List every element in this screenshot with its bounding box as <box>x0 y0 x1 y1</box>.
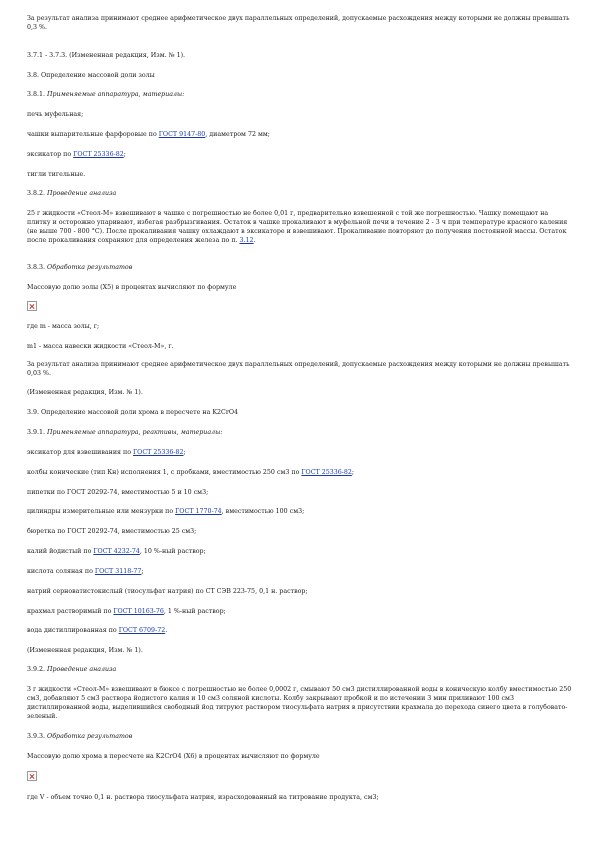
subsection-number: 3.8.2. <box>27 190 48 197</box>
subsection-heading-3-9-3 <box>27 732 572 741</box>
paragraph-ash-procedure <box>27 209 572 245</box>
subsection-number: 3.9.2. <box>27 666 48 673</box>
subsection-number: 3.8.1. <box>27 91 48 98</box>
list-item-starch <box>27 607 572 616</box>
text: эксикатор для взвешивания по <box>27 449 133 456</box>
subsection-number: 3.8.3. <box>27 264 48 271</box>
text: ; <box>351 469 355 476</box>
text: калий йодистый по <box>27 548 94 555</box>
list-item-crucible-tongs: тигли тигельные. <box>27 171 86 178</box>
subsection-title: Проведение анализа <box>47 666 117 673</box>
subsection-heading-3-8-1 <box>27 90 572 99</box>
subsection-title: Проведение анализа <box>47 190 117 197</box>
gost-link[interactable]: ГОСТ 3118-77 <box>94 568 142 575</box>
gost-link[interactable]: ГОСТ 25336-82 <box>133 449 184 456</box>
text: эксикатор по <box>27 151 74 158</box>
text: , вместимостью 100 см3; <box>221 508 305 515</box>
text: крахмал растворимый по <box>27 608 114 615</box>
gost-link[interactable]: ГОСТ 4232-74 <box>93 548 140 555</box>
list-item-measuring-cylinders <box>27 507 572 516</box>
list-item-conical-flasks <box>27 468 572 477</box>
paragraph-result-note-2: За результат анализа принимают среднее арифметическое двух параллельных определений, допускаемые расхождения между которыми не должны превышать 0,03 %. <box>27 361 570 377</box>
gost-link[interactable]: ГОСТ 6709-72 <box>118 627 166 634</box>
text: 25 г жидкости «Стеол-М» взвешивают в чашке с погрешностью не более 0,01 г, предварительно взвешенной с той же погрешностью. Чашку помещают на плитку и осторожно упаривают, избегая разбрызгивания. Остаток в чашке прокаливают в муфельной печи в течение 2 - 3 ч при температуре красного каления (не выше 700 - 800 °С). После прокаливания чашку охлаждают в эксикаторе и взвешивают. Прокаливание повторяют до получения постоянной массы. Остаток после прокаливания сохраняют для определения железа по п. <box>27 210 568 244</box>
text: . <box>253 237 256 244</box>
subsection-heading-3-9-2 <box>27 665 572 674</box>
list-item-evaporating-dishes <box>27 130 572 139</box>
subsection-heading-3-9-1 <box>27 428 572 437</box>
paragraph-chromium-formula-intro: Массовую долю хрома в пересчете на K2CrO4 (Х6) в процентах вычисляют по формуле <box>27 753 320 760</box>
section-heading-3-8: 3.8. Определение массовой доли золы <box>27 72 155 79</box>
subsection-number: 3.9.1. <box>27 429 48 436</box>
text: , диаметром 72 мм; <box>205 131 270 138</box>
gost-link[interactable]: ГОСТ 25336-82 <box>301 469 352 476</box>
paragraph-amendment-2: (Измененная редакция, Изм. № 1). <box>27 647 143 654</box>
text: , 10 %-ный раствор; <box>139 548 206 555</box>
text: ; <box>141 568 144 575</box>
text: вода дистиллированная по <box>27 627 119 634</box>
paragraph-chromium-procedure: 3 г жидкости «Стеол-М» взвешивают в бюксе с погрешностью не более 0,0002 г, смывают 50 см3 дистиллированной воды в коническую колбу вместимостью 250 см3, добавляют 5 см3 раствора йодистого калия и 10 см3 соляной кислоты. Колбу закрывают пробкой и по истечении 3 мин приливают 100 см3 дистиллированной воды, выделившийся свободный йод титруют раствором тиосульфата натрия в присутствии крахмала до перехода синего цвета в голубовато-зеленый. <box>27 686 572 720</box>
subsection-title: Применяемые аппаратура, реактивы, материалы: <box>47 429 223 436</box>
paragraph-amendment-1: (Измененная редакция, Изм. № 1). <box>27 389 143 396</box>
text: . <box>165 627 168 634</box>
paragraph-result-note-1: За результат анализа принимают среднее арифметическое двух параллельных определений, допускаемые расхождения между которыми не должны превышать 0,3 %. <box>27 15 570 31</box>
subsection-title: Применяемые аппаратура, материалы: <box>47 91 185 98</box>
list-item-burette: бюретка по ГОСТ 20292-74, вместимостью 25 см3; <box>27 528 197 535</box>
text: чашки выпарительные фарфоровые по <box>27 131 159 138</box>
text: ; <box>183 449 186 456</box>
list-item-weighing-bottle <box>27 448 572 457</box>
paragraph-ash-formula-intro: Массовую долю золы (Х5) в процентах вычисляют по формуле <box>27 284 237 291</box>
formula-image-icon <box>27 771 37 781</box>
subsection-title: Обработка результатов <box>47 264 133 271</box>
text: кислота соляная по <box>27 568 95 575</box>
list-item-pipettes: пипетки по ГОСТ 20292-74, вместимостью 5 и 10 см3; <box>27 489 209 496</box>
section-heading-3-9: 3.9. Определение массовой доли хрома в пересчете на K2CrO4 <box>27 409 239 416</box>
text: ; <box>123 151 126 158</box>
list-item-sodium-thiosulfate: натрий серноватистокислый (тиосульфат натрия) по СТ СЭВ 223-75, 0,1 н. раствор; <box>27 588 308 595</box>
gost-link[interactable]: ГОСТ 25336-82 <box>73 151 124 158</box>
list-item-desiccator <box>27 150 572 159</box>
paragraph-variable-m1: m1 - масса навески жидкости «Стеол-М», г. <box>27 343 174 350</box>
paragraph-variable-v: где V - объем точно 0,1 н. раствора тиосульфата натрия, израсходованный на титрование продукта, см3; <box>27 794 379 801</box>
list-item-muffle-furnace: печь муфельная; <box>27 111 84 118</box>
subsection-heading-3-8-3 <box>27 263 572 272</box>
text: цилиндры измерительные или мензурки по <box>27 508 176 515</box>
list-item-distilled-water <box>27 626 572 635</box>
clause-link-3-12[interactable]: 3.12 <box>239 237 254 244</box>
gost-link[interactable]: ГОСТ 10163-76 <box>113 608 164 615</box>
list-item-potassium-iodide <box>27 547 572 556</box>
paragraph-amendment-3-7: 3.7.1 - 3.7.3. (Измененная редакция, Изм. № 1). <box>27 52 186 59</box>
formula-image-icon <box>27 301 37 311</box>
text: , 1 %-ный раствор; <box>163 608 226 615</box>
gost-link[interactable]: ГОСТ 1770-74 <box>175 508 222 515</box>
text: колбы конические (тип Кн) исполнения 1, с пробками, вместимостью 250 см3 по <box>27 469 302 476</box>
gost-link[interactable]: ГОСТ 9147-80 <box>158 131 206 138</box>
subsection-number: 3.9.3. <box>27 733 48 740</box>
paragraph-variable-m: где m - масса золы, г; <box>27 323 100 330</box>
list-item-hydrochloric-acid <box>27 567 572 576</box>
subsection-heading-3-8-2 <box>27 189 572 198</box>
subsection-title: Обработка результатов <box>47 733 133 740</box>
